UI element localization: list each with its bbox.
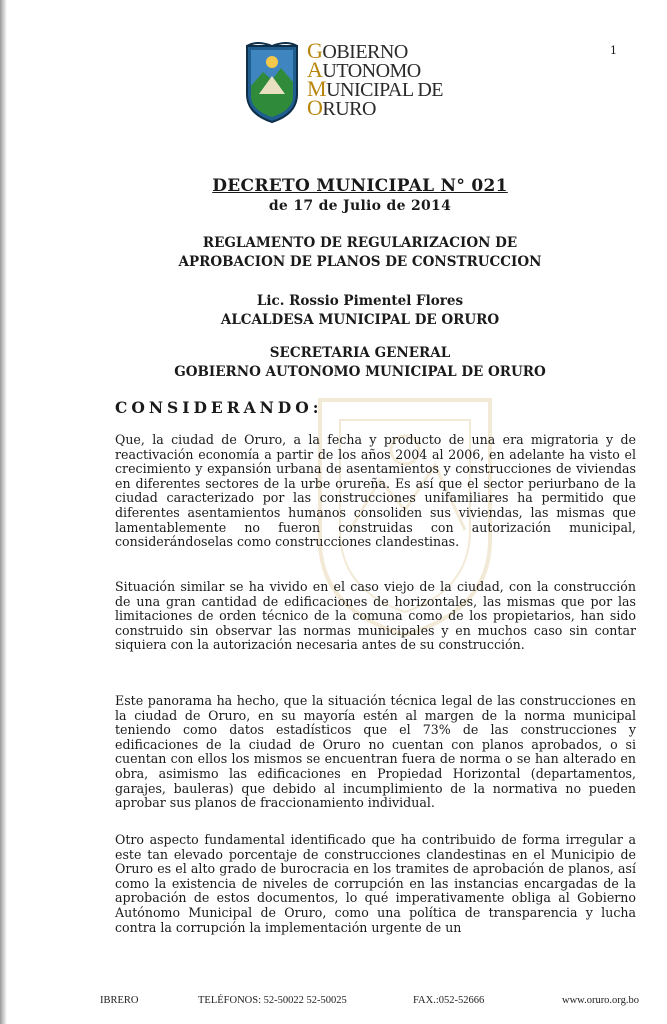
- footer-left: IBRERO: [100, 995, 139, 1006]
- municipal-logo: [243, 38, 453, 124]
- paragraph-2: Situación similar se ha vivido en el caso viejo de la ciudad, con la construcción de una gran cantidad de edificaciones de horizontales, las mismas que por las limitaciones de orden técnico de la comuna como de los propietarios, han sido construido sin observar las normas municipales y en muchos caso sin contar siquiera con la autorización necesaria antes de su construcción.: [115, 579, 636, 653]
- regulation-subject: [120, 234, 600, 272]
- page-footer: [100, 995, 645, 1009]
- signer-role: ALCALDESA MUNICIPAL DE ORURO: [220, 312, 500, 328]
- footer-website: www.oruro.org.bo: [562, 995, 639, 1006]
- footer-phones: TELÉFONOS: 52-50022 52-50025: [198, 995, 347, 1006]
- decree-title: DECRETO MUNICIPAL N° 021: [212, 176, 508, 196]
- signer-block: [120, 292, 600, 330]
- secretaria-line-1: SECRETARIA GENERAL: [269, 345, 451, 361]
- footer-fax: FAX.:052-52666: [413, 995, 485, 1006]
- secretaria-block: [120, 344, 600, 382]
- secretaria-line-2: GOBIERNO AUTONOMO MUNICIPAL DE ORURO: [174, 364, 546, 380]
- paragraph-4: Otro aspecto fundamental identificado que ha contribuido de forma irregular a este tan elevado porcentaje de construcciones clandestinas en el Municipio de Oruro es el alto grado de burocracia en los tramites de aprobación de planos, así como la existencia de niveles de corrupción en las instancias encargadas de la aprobación de estos documentos, lo qué imperativamente obliga al Gobierno Autónomo Municipal de Oruro, como una política de transparencia y lucha contra la corrupción la implementación urgente de un: [115, 832, 636, 935]
- paragraph-1: Que, la ciudad de Oruro, a la fecha y producto de una era migratoria y de reactivación economía a partir de los años 2004 al 2006, en adelante ha visto el crecimiento y expansión urbana de asentamientos y construcciones de viviendas en diferentes sectores de la urbe orureña. Es así que el sector periurbano de la ciudad caracterizado por las construcciones unifamiliares ha permitido que diferentes asentamientos humanos consoliden sus viviendas, las mismas que lamentablemente no fueron construidas con autorización municipal, considerándoselas como construcciones clandestinas.: [115, 432, 636, 550]
- signer-name: Lic. Rossio Pimentel Flores: [256, 293, 464, 309]
- decree-heading: [120, 176, 600, 214]
- paragraph-3: Este panorama ha hecho, que la situación técnica legal de las construcciones en la ciudad de Oruro, en su mayoría estén al margen de la norma municipal teniendo como datos estadísticos que el 73% de las construcciones y edificaciones de la ciudad de Oruro no cuentan con planos aprobados, o si cuentan con ellos los mismos se encuentran fuera de norma o se han alterado en obra, asimismo las edificaciones en Propiedad Horizontal (departamentos, garajes, bauleras) que debido al incumplimiento de la normativa no pueden aprobar sus planos de fraccionamiento individual.: [115, 693, 636, 811]
- page-number: 1: [610, 44, 617, 57]
- logo-wordmark: [307, 38, 457, 120]
- logo-line-2: AUTONOMO: [307, 57, 421, 82]
- subject-line-1: REGLAMENTO DE REGULARIZACION DE: [202, 235, 518, 251]
- coat-of-arms-icon: [243, 42, 301, 124]
- logo-line-1: GOBIERNO: [307, 38, 408, 63]
- scan-edge: [0, 0, 7, 1024]
- subject-line-2: APROBACION DE PLANOS DE CONSTRUCCION: [178, 254, 542, 270]
- logo-line-3: MUNICIPAL DE: [307, 76, 443, 101]
- considerando-heading: CONSIDERANDO:: [115, 398, 323, 417]
- decree-date: de 17 de Julio de 2014: [268, 198, 452, 214]
- logo-line-4: ORURO: [307, 95, 376, 120]
